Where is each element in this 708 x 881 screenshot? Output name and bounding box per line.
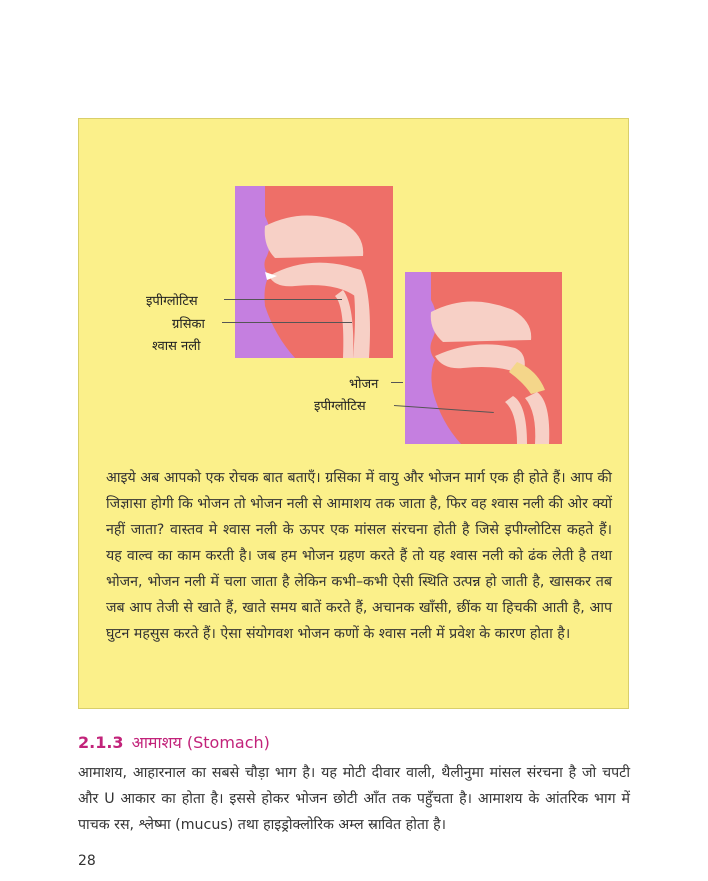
label-epiglottis-2: इपीग्लोटिस: [314, 399, 366, 414]
throat-diagram-swallowing: [405, 272, 562, 444]
section-heading: [78, 731, 270, 753]
leader-epiglottis-1: [224, 299, 342, 300]
leader-gullet: [222, 322, 352, 323]
section-title: आमाशय (Stomach): [131, 733, 270, 752]
throat-diagram-breathing: [235, 186, 393, 358]
label-food: भोजन: [349, 377, 379, 392]
label-windpipe: श्वास नली: [152, 339, 201, 354]
section-number: 2.1.3: [78, 733, 124, 752]
box-paragraph: आइये अब आपको एक रोचक बात बताएँ। ग्रसिका में वायु और भोजन मार्ग एक ही होते हैं। आप की जिज्ञासा होगी कि भोजन तो भोजन नली से आमाशय तक जाता है, फिर वह श्वास नली की ओर क्यों नहीं जाता? वास्तव मे श्वास नली के ऊपर एक मांसल संरचना होती है जिसे इपीग्लोटिस कहते हैं। यह वाल्व का काम करती है। जब हम भोजन ग्रहण करते हैं तो यह श्वास नली को ढंक लेती है तथा भोजन, भोजन नली में चला जाता है लेकिन कभी–कभी ऐसी स्थिति उत्पन्न हो जाती है, खासकर तब जब आप तेजी से खाते हैं, खाते समय बातें करते हैं, अचानक खाँसी, छींक या हिचकी आती है, आप घुटन महसुस करते हैं। ऐसा संयोगवश भोजन कणों के श्वास नली में प्रवेश के कारण होता है।: [106, 470, 612, 642]
label-epiglottis-1: इपीग्लोटिस: [146, 294, 198, 309]
leader-food: [391, 382, 403, 383]
section-text: आमाशय, आहारनाल का सबसे चौड़ा भाग है। यह मोटी दीवार वाली, थैलीनुमा मांसल संरचना है जो चपटी और U आकार का होता है। इससे होकर भोजन छोटी आँत तक पहुँचता है। आमाशय के आंतरिक भाग में पाचक रस, श्लेष्मा (mucus) तथा हाइड्रोक्लोरिक अम्ल स्रावित होता है।: [78, 765, 630, 833]
page-number: 28: [78, 853, 96, 869]
label-gullet: ग्रसिका: [172, 317, 205, 332]
